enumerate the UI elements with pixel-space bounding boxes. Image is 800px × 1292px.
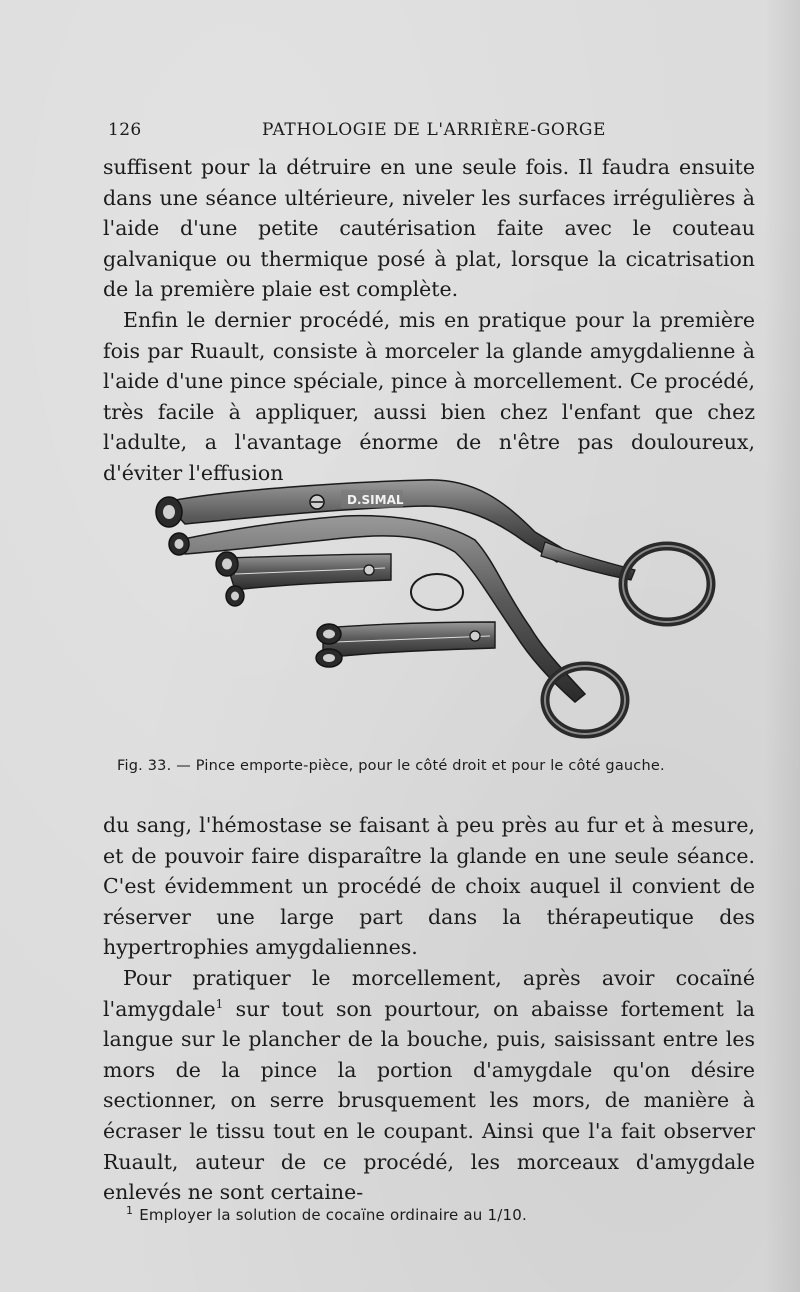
page-number: 126 bbox=[108, 120, 142, 140]
figure-caption: Fig. 33. — Pince emporte-pièce, pour le côté droit et pour le côté gauche. bbox=[117, 758, 665, 774]
maker-stamp: D.SIMAL bbox=[347, 493, 404, 507]
figure-33-forceps-illustration bbox=[145, 462, 725, 752]
running-head bbox=[0, 120, 800, 142]
paragraph-continuation: suffisent pour la détruire en une seule fois. Il faudra ensuite dans une séance ultérieure, niveler les surfaces irrégulières à l'aide d'une petite cautérisation faite avec le couteau galvanique ou thermique posé à plat, lorsque la cicatrisation de la première plaie est complète. bbox=[103, 155, 755, 302]
text-block-bottom bbox=[103, 810, 755, 1208]
interchangeable-jaw-head-1 bbox=[216, 552, 391, 606]
footnote-reference[interactable]: 1 bbox=[215, 996, 224, 1011]
technique-text-end: sur tout son pourtour, on abaisse fortement la langue sur le plancher de la bouche, puis, saisissant entre les mors de la pince la portion d'amygdale qu'on désire sectionner, on serre brusquement les mors, de manière à écraser le tissu tout en le coupant. Ainsi que l'a fait observer Ruault, auteur de ce procédé, les morceaux d'amygdale enlevés ne sont certaine- bbox=[103, 996, 755, 1205]
footnote-mark: 1 bbox=[126, 1204, 134, 1217]
text-block-top bbox=[103, 152, 755, 489]
paragraph-advantages: du sang, l'hémostase se faisant à peu près au fur et à mesure, et de pouvoir faire disparaître la glande en une seule séance. C'est évidemment un procédé de choix auquel il convient de réserver une large part dans la thérapeutique des hypertrophies amygdaliennes. bbox=[103, 813, 755, 960]
footnote bbox=[126, 1206, 746, 1224]
paragraph-ruault-procedure: Enfin le dernier procédé, mis en pratique pour la première fois par Ruault, consiste à morceler la glande amygdalienne à l'aide d'une pince spéciale, pince à morcellement. Ce procédé, très facile à appliquer, aussi bien chez l'enfant que chez l'adulte, a l'avantage énorme de n'être pas douloureux, d'éviter l'effusion bbox=[103, 307, 755, 485]
paragraph-technique bbox=[103, 963, 755, 1208]
loose-ring bbox=[411, 574, 463, 610]
running-title: PATHOLOGIE DE L'ARRIÈRE-GORGE bbox=[262, 120, 607, 140]
technique-text-start: Pour pratiquer le morcellement, après avoir cocaïné l'amygdale bbox=[103, 965, 755, 1021]
forceps-engraving bbox=[145, 462, 725, 752]
interchangeable-jaw-head-2 bbox=[316, 622, 495, 667]
main-forceps-lower-arm bbox=[179, 516, 585, 702]
footnote-text: Employer la solution de cocaïne ordinaire au 1/10. bbox=[139, 1206, 527, 1224]
